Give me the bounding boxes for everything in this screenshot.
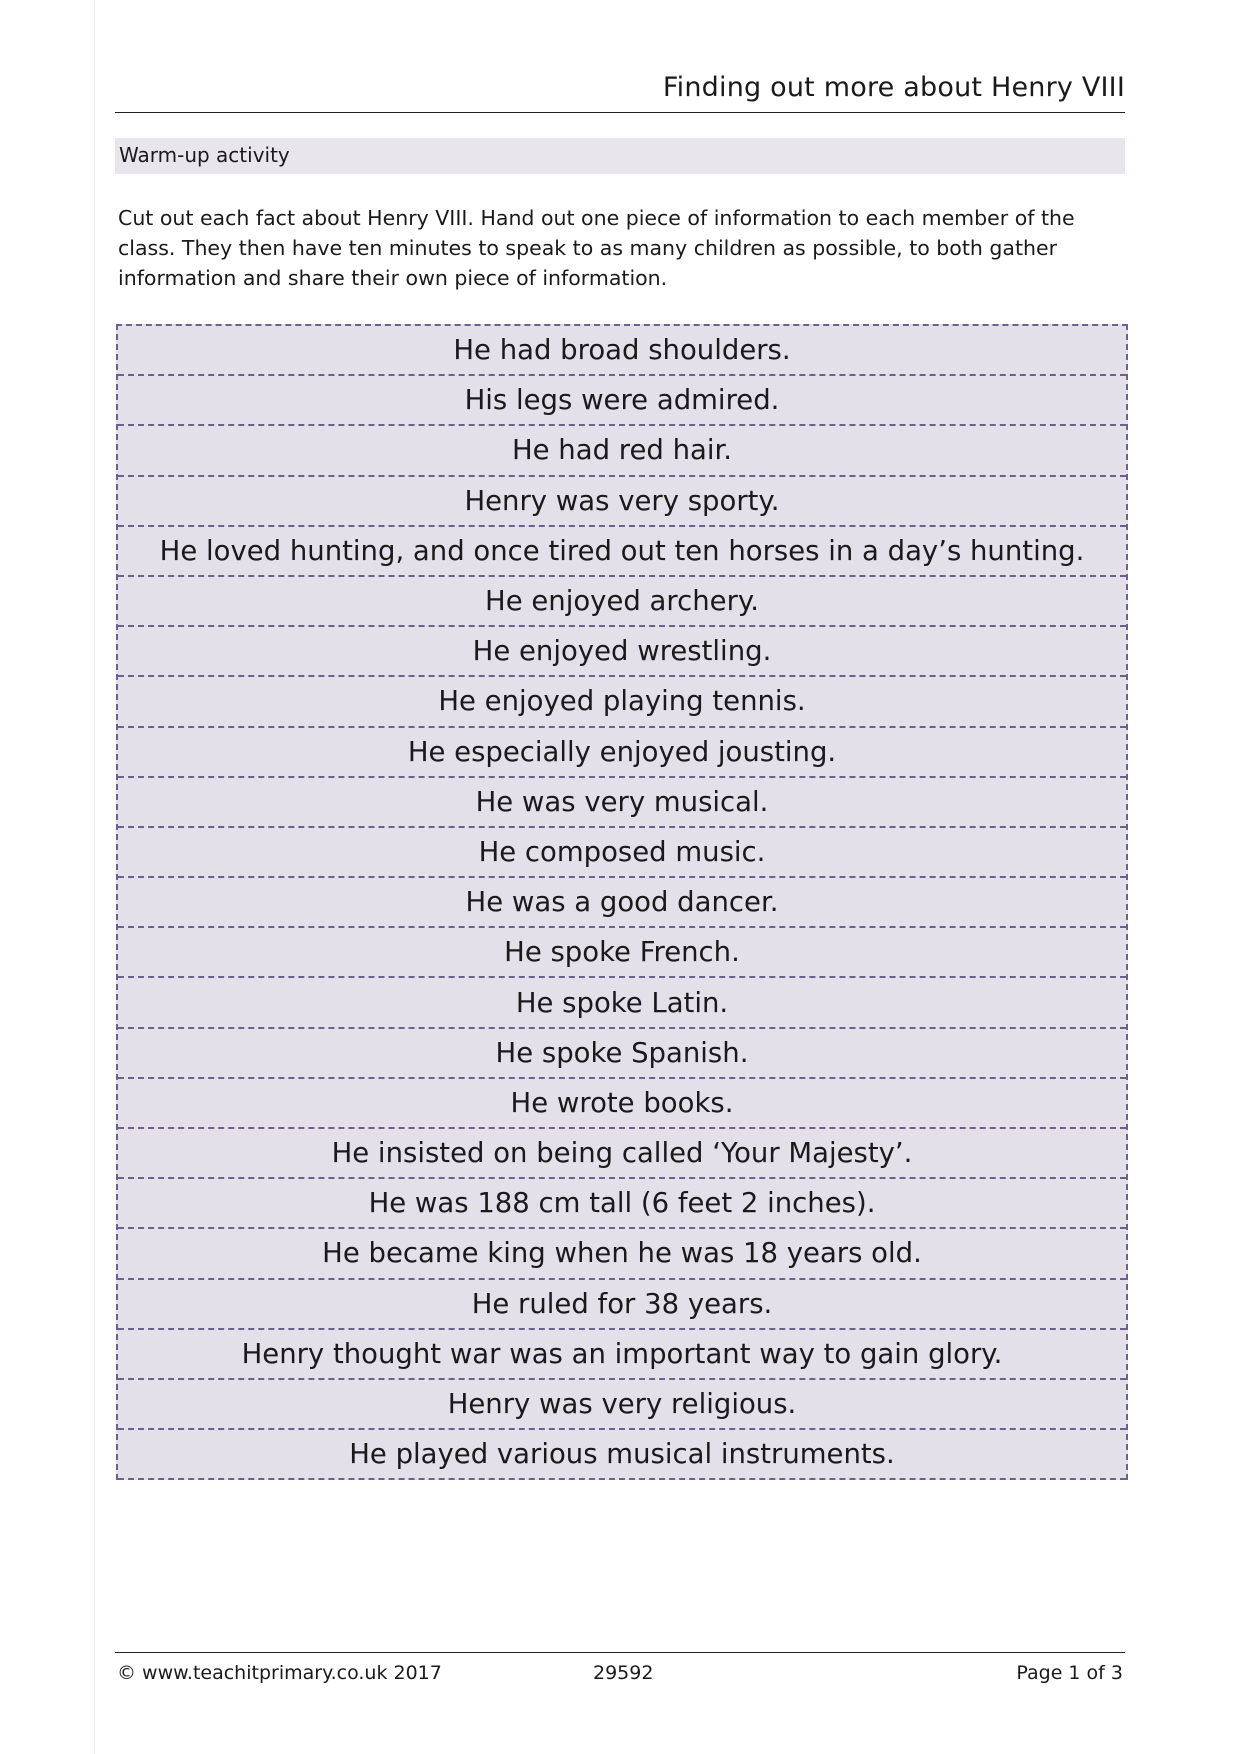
page-edge-line bbox=[94, 0, 95, 1754]
section-heading: Warm-up activity bbox=[119, 143, 290, 167]
fact-card: He ruled for 38 years. bbox=[118, 1280, 1126, 1330]
fact-card: He loved hunting, and once tired out ten horses in a day’s hunting. bbox=[118, 527, 1126, 577]
footer-copyright: © www.teachitprimary.co.uk 2017 bbox=[117, 1662, 442, 1684]
section-heading-bar bbox=[115, 138, 1125, 174]
fact-card: His legs were admired. bbox=[118, 376, 1126, 426]
fact-cards-list bbox=[116, 324, 1128, 1480]
fact-card: He wrote books. bbox=[118, 1079, 1126, 1129]
footer-page-number: Page 1 of 3 bbox=[1016, 1662, 1123, 1684]
fact-card: He spoke French. bbox=[118, 928, 1126, 978]
fact-card: He enjoyed wrestling. bbox=[118, 627, 1126, 677]
page-header bbox=[115, 68, 1125, 113]
fact-card: Henry was very sporty. bbox=[118, 477, 1126, 527]
footer-resource-code: 29592 bbox=[593, 1662, 654, 1684]
fact-card: Henry was very religious. bbox=[118, 1380, 1126, 1430]
fact-card: Henry thought war was an important way to gain glory. bbox=[118, 1330, 1126, 1380]
fact-card: He had red hair. bbox=[118, 426, 1126, 476]
fact-card: He spoke Latin. bbox=[118, 978, 1126, 1028]
fact-card: He enjoyed playing tennis. bbox=[118, 677, 1126, 727]
fact-card: He had broad shoulders. bbox=[118, 326, 1126, 376]
fact-card: He enjoyed archery. bbox=[118, 577, 1126, 627]
fact-card: He was very musical. bbox=[118, 778, 1126, 828]
page-footer bbox=[115, 1652, 1125, 1693]
fact-card: He composed music. bbox=[118, 828, 1126, 878]
fact-card: He spoke Spanish. bbox=[118, 1029, 1126, 1079]
fact-card: He became king when he was 18 years old. bbox=[118, 1229, 1126, 1279]
fact-card: He was a good dancer. bbox=[118, 878, 1126, 928]
fact-card: He especially enjoyed jousting. bbox=[118, 728, 1126, 778]
fact-card: He insisted on being called ‘Your Majesty’. bbox=[118, 1129, 1126, 1179]
fact-card: He was 188 cm tall (6 feet 2 inches). bbox=[118, 1179, 1126, 1229]
page-title: Finding out more about Henry VIII bbox=[662, 72, 1125, 103]
instructions-text: Cut out each fact about Henry VIII. Hand out one piece of information to each member of the class. They then have ten minutes to speak to as many children as possible, to both gather information and share their own piece of information. bbox=[118, 206, 1075, 290]
fact-card: He played various musical instruments. bbox=[118, 1430, 1126, 1480]
